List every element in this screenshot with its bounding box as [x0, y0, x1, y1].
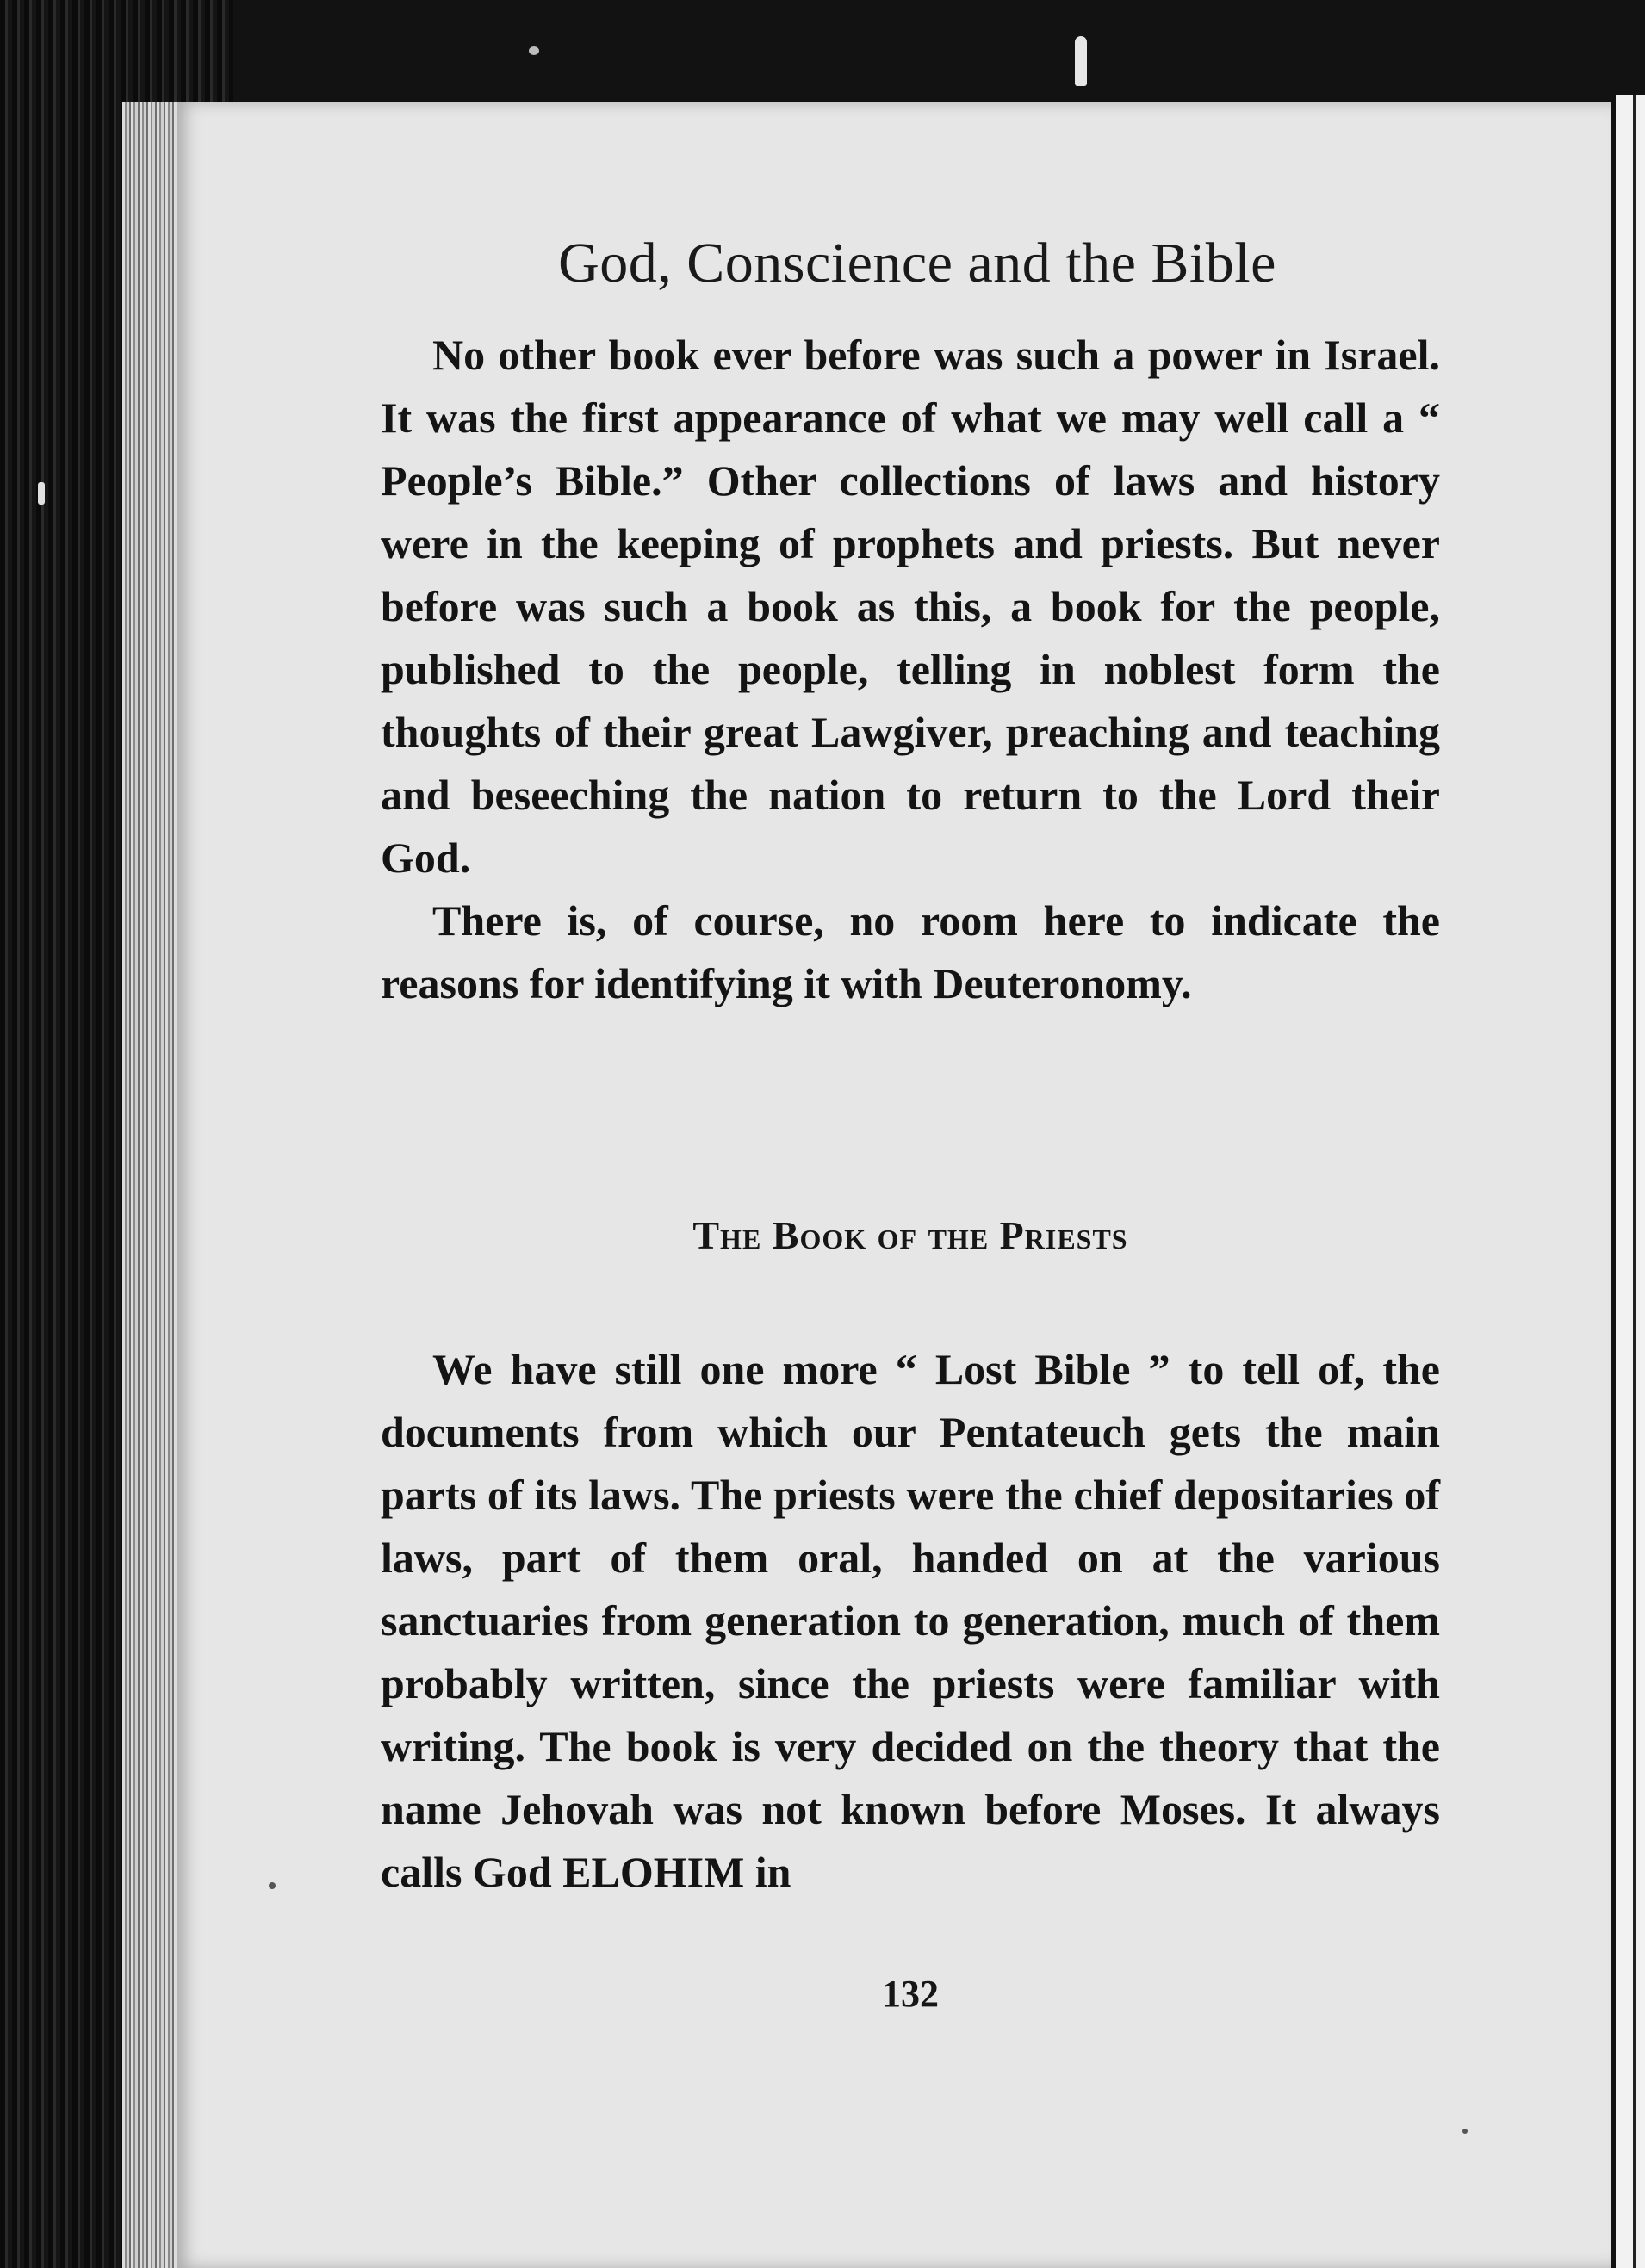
- right-page-edge: [1611, 95, 1645, 2268]
- paragraph: No other book ever before was such a power in Israel. It was the first appearance of what we may well call a “ People’s Bible.” Other collections of laws and history were in the keeping of prophets and priests. But never before was such a book as this, a book for the people, published to the people, telling in noblest form the thoughts of their great Lawgiver, preaching and teaching and beseeching the nation to return to the Lord their God.: [381, 331, 1440, 882]
- section-heading: The Book of the Priests: [692, 1213, 1128, 1257]
- scan-speck: [1462, 2129, 1468, 2134]
- scan-speck: [529, 46, 539, 55]
- running-head: God, Conscience and the Bible: [558, 232, 1276, 294]
- scan-left-mark: [38, 482, 45, 505]
- paragraph: We have still one more “ Lost Bible ” to tell of, the documents from which our Pentateuch gets the main parts of its laws. The priests were the chief depositaries of laws, part of them oral, handed on at the various sanctuaries from generation to generation, much of them probably written, since the priests were familiar with writing. The book is very decided on the theory that the name Jehovah was not known before Moses. It always calls God ELOHIM in: [381, 1345, 1440, 1896]
- paragraph: There is, of course, no room here to indicate the reasons for identifying it with Deuteronomy.: [381, 896, 1440, 1007]
- scan-speck: [269, 1882, 276, 1889]
- scan-top-border: [0, 0, 1645, 108]
- page-number: 132: [882, 1973, 939, 2015]
- right-edge-line: [1633, 95, 1636, 2268]
- text-block-bottom: [381, 1338, 1440, 1904]
- text-block-top: [381, 324, 1440, 1015]
- scan-top-mark: [1075, 36, 1087, 86]
